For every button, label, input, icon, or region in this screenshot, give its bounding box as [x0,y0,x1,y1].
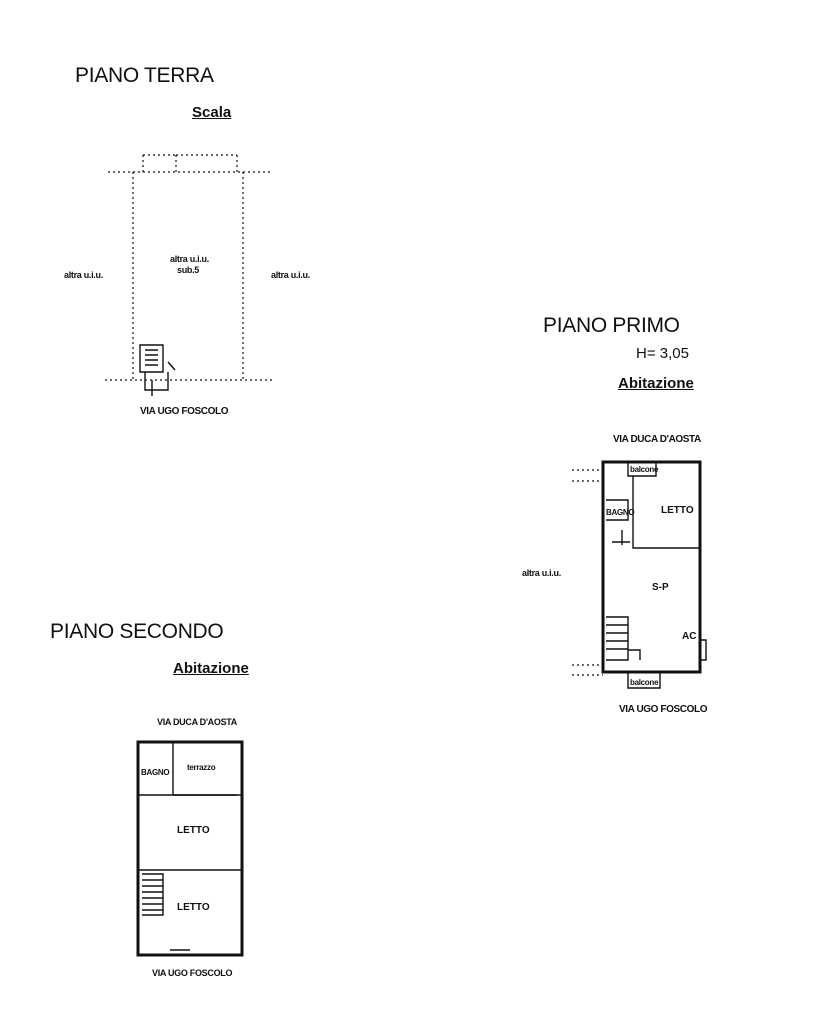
piano-secondo-title: PIANO SECONDO [50,620,224,643]
piano-secondo-letto-1: LETTO [177,825,210,836]
piano-terra-right-label: altra u.i.u. [271,270,310,280]
piano-primo-subtitle: Abitazione [618,375,694,392]
piano-primo-bagno: BAGNO [606,508,635,517]
piano-terra-title: PIANO TERRA [75,64,214,87]
piano-primo-title: PIANO PRIMO [543,314,680,337]
piano-primo-balcony-top: balcone [630,465,659,474]
piano-terra-center-label-1: altra u.i.u. [170,254,209,264]
piano-terra-street: VIA UGO FOSCOLO [140,406,229,417]
piano-terra-left-label: altra u.i.u. [64,270,103,280]
piano-primo-left-label: altra u.i.u. [522,568,561,578]
piano-secondo-street-top: VIA DUCA D'AOSTA [157,717,238,727]
piano-secondo-subtitle: Abitazione [173,660,249,677]
piano-secondo-street-bottom: VIA UGO FOSCOLO [152,968,233,978]
piano-primo-height: H= 3,05 [636,345,689,362]
piano-primo-ac: AC [682,631,697,642]
piano-secondo-letto-2: LETTO [177,902,210,913]
piano-terra-center-label-2: sub.5 [177,265,200,275]
piano-primo-balcony-bottom: balcone [630,678,659,687]
piano-primo-street-top: VIA DUCA D'AOSTA [613,434,701,445]
piano-secondo-bagno: BAGNO [141,768,170,777]
piano-primo-plan [572,462,706,688]
piano-primo-street-bottom: VIA UGO FOSCOLO [619,704,708,715]
piano-terra-subtitle: Scala [192,104,232,121]
piano-primo-letto: LETTO [661,505,694,516]
piano-secondo-terrazzo: terrazzo [187,763,216,772]
piano-primo-sp: S-P [652,582,669,593]
piano-terra-plan [105,155,272,396]
